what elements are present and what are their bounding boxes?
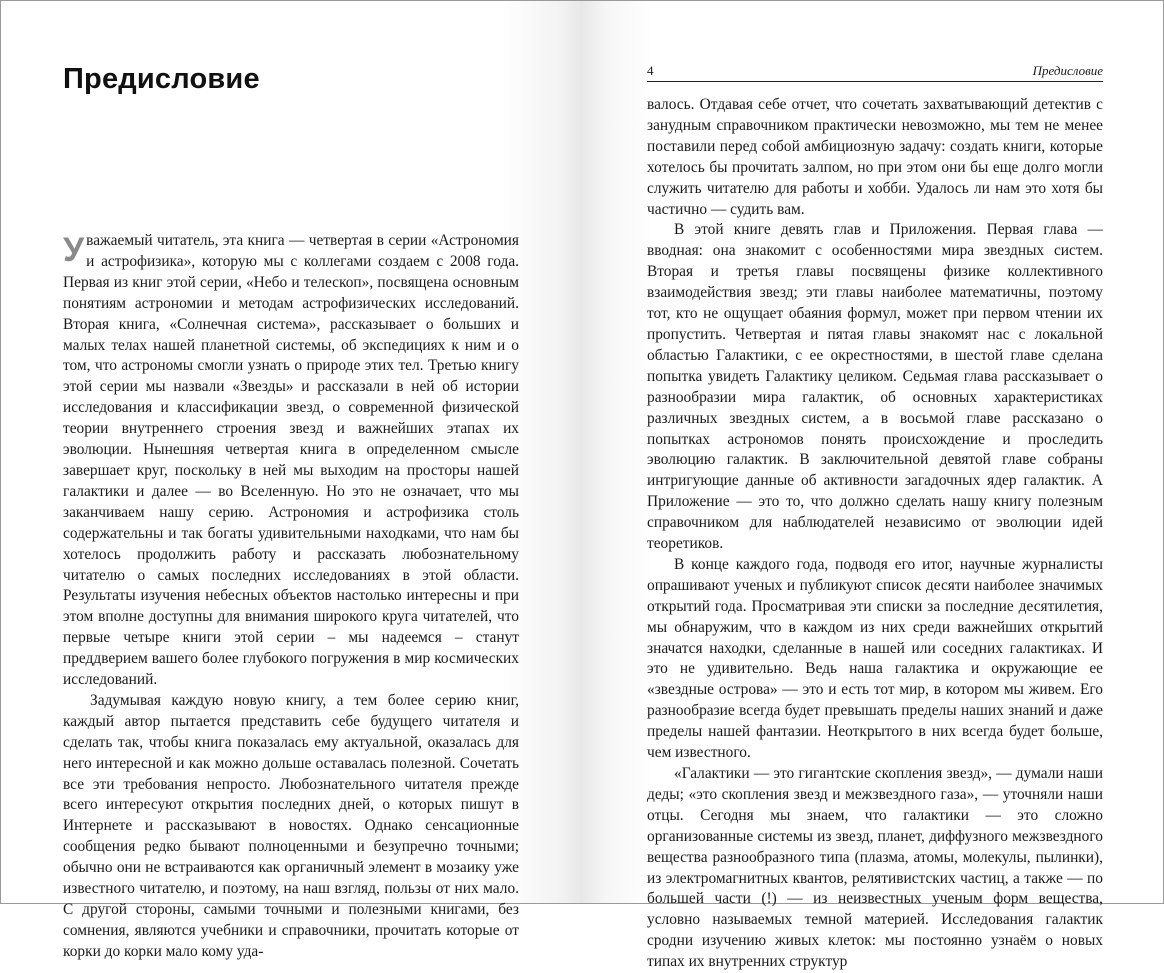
paragraph-continued: валось. Отдавая себе отчет, что сочетать захватывающий детектив с занудным справочником практически невозможно, мы тем не менее поставили перед собой амбициозную задачу: создать книги, которые хотелось бы прочитать залпом, но при этом они бы еще долго могли служить читателю для работы и хобби. Удалось ли нам это хотя бы частично — судить вам. [647, 96, 1103, 218]
left-page [1, 1, 583, 960]
paragraph-galaxies: «Галактики — это гигантские скопления звезд», — думали наши деды; «это скопления звезд и межзвездного газа», — уточняли наши отцы. Сегодня мы знаем, что галактики — это сложно организованные системы из звезд, планет, диффузного межзвездного вещества разнообразного типа (плазма, атомы, молекулы, пылинки), из электромагнитных квантов, релятивистских частиц, а также — по большей части (!) — из неизвестных ученым форм вещества, условно называемых темной материей. Исследования галактик сродни изучению живых клеток: мы постоянно узнаём о новых типах их внутренних структур [647, 765, 1103, 971]
running-head-title: Предисловие [1032, 63, 1103, 78]
paragraph-discoveries: В конце каждого года, подводя его итог, научные журналисты опрашивают ученых и публикуют список десяти наиболее значимых открытий года. Просматривая эти списки за последние десятилетия, мы обнаружим, что в каждом из них среди важнейших открытий значатся находки, сделанные в нашей или соседних галактиках. И это не удивительно. Ведь наша галактика и окружающие ее «звездные острова» — это и есть тот мир, в котором мы живем. Его разнообразие всегда будет превышать пределы наших знаний и даже пределы нашей фантазии. Неоткрытого в них всегда будет больше, чем известного. [647, 555, 1103, 762]
drop-cap-letter: У [63, 231, 85, 269]
paragraph-chapters: В этой книге девять глав и Приложения. Первая глава — вводная: она знакомит с особенностями мира звездных систем. Вторая и третья главы посвящены физике коллективного взаимодействия звезд; эти главы наиболее математичны, поэтому тот, кто не ощущает обаяния формул, может при первом чтении их пропустить. Четвертая и пятая главы знакомят нас с локальной областью Галактики, с ее окрестностями, в шестой главе сделана попытка увидеть Галактику целиком. Седьмая глава рассказывает о разнообразии мира галактик, об основных характеристиках различных звездных систем, а в восьмой главе рассказано о попытках астрономов понять происхождение и проследить эволюцию галактик. В заключительной девятой главе собраны интригующие данные об активности загадочных ядер галактик. А Приложение — это то, что должно сделать нашу книгу полезным справочником для наблюдателей независимо от эволюции идей теоретиков. [647, 221, 1103, 553]
paragraph-2: Задумывая каждую новую книгу, а тем более серию книг, каждый автор пытается представить себе будущего читателя и сделать так, чтобы книга показалась ему актуальной, оказалась для него интересной и как можно дольше оставалась полезной. Сочетать все эти требования непросто. Любознательного читателя прежде всего интересуют открытия последних дней, о которых пишут в Интернете и рассказывают в новостях. Однако сенсационные сообщения редко бывают полноценными и безупречно точными; обычно они не встраиваются как органичный элемент в мозаику уже известного читателю, и поэтому, на наш взгляд, пользы от них мало. С другой стороны, самыми точными и полезными книгами, без сомнения, являются учебники и справочники, прочитать которые от корки до корки мало кому уда- [63, 691, 519, 960]
page-number: 4 [647, 63, 654, 78]
left-page-body [63, 231, 519, 963]
running-header [647, 63, 1103, 82]
paragraph-1 [63, 231, 519, 691]
right-page [583, 1, 1163, 971]
chapter-title: Предисловие [63, 63, 260, 95]
right-page-body [647, 95, 1103, 973]
paragraph-1-text: важаемый читатель, эта книга — четвертая в серии «Астрономия и астрофизика», которую мы с коллегами создаем с 2008 года. Первая из книг этой серии, «Небо и телескоп», посвящена основным понятиям астрономии и методам астрофизических исследований. Вторая книга, «Солнечная система», рассказывает о больших и малых телах нашей планетной системы, об экспедициях к ним и о том, что астрономы смогли узнать о природе этих тел. Третью книгу этой серии мы назвали «Звезды» и рассказали в ней об истории исследования и классификации звезд, о современной физической теории внутреннего строения звезд и важнейших этапах их эволюции. Нынешняя четвертая книга в определенном смысле завершает круг, поскольку в ней мы выходим на просторы нашей галактики и далее — во Вселенную. Но это не означает, что мы заканчиваем нашу серию. Астрономия и астрофизика столь содержательны и так богаты удивительными находками, что нам бы хотелось продолжить работу и рассказать любознательному читателю о самых последних исследованиях в этой области. Результаты изучения небесных объектов настолько интересны и при этом вполне доступны для внимания широкого круга читателей, что первые четыре книги этой серии – мы надеемся – станут преддверием вашего более глубокого погружения в мир космических исследований. [63, 232, 519, 689]
